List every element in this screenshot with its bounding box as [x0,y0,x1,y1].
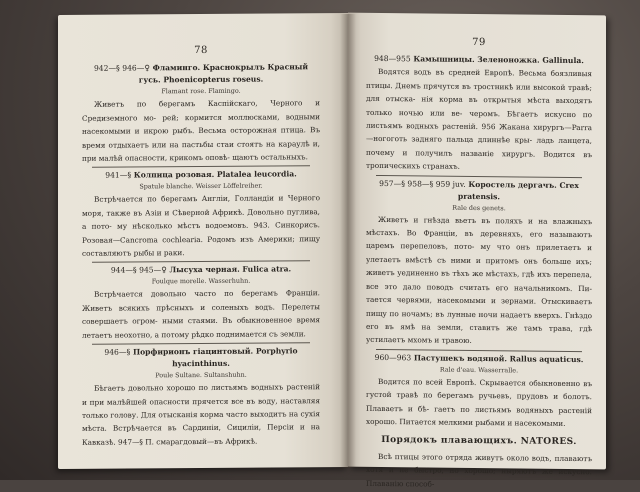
entry-number: 948—955 [374,54,411,64]
entry-text [82,97,320,166]
text-line: Днемъ прячутся въ тростникѣ или высокой травѣ; для отыска- [366,80,593,104]
entry-number: 944—§ 945—♀ [110,265,167,276]
left-page [58,13,348,469]
entry-subtitle: Flamant rose. Flamingo. [161,87,241,96]
page-number: 78 [194,44,208,57]
text-line: Весьма осторожная птица. Въ время отдыхаетъ или на пастьбы [82,125,321,150]
entry-heading [366,352,592,366]
text-line: стаи стоятъ на караулѣ и, при малѣй опасности, крикомъ оповѣ- [82,138,320,163]
entry-heading [82,169,320,183]
text-line: Бѣгаетъ довольно хорошо по листьямъ водныхъ растеній и [82,382,320,407]
text-line: рѣдко поднимается съ земли. [191,328,306,339]
divider [92,261,310,264]
entry [82,264,320,342]
page-number: 79 [472,36,486,49]
text-line: Встрѣчается по берегамъ Англіи, Голландіи и Черного моря, [82,193,320,218]
entry-subtitle: Spatule blanche. Weisser Löffelreiher. [139,182,263,191]
entry-text [366,375,592,431]
text-line: тается червями, насекомыми и зернами. Отыскиваетъ пищу по [366,294,592,318]
text-line: тропическихъ странахъ. [366,161,460,172]
entry-text [366,65,592,175]
text-line: нія корма въ открытыя мѣста выходятъ только ночью или ве- [366,94,592,118]
entry-title: Порфирионъ гіацинтовый. Porphyrio hyacinthinus. [132,346,298,369]
text-line: 943. Синкорисъ. Розовая—Cancroma cochlearia. Родомъ [82,220,320,245]
text-line: Жакана хирургъ—Parra—ногоготь задняго пальца длиннѣе кры- [366,122,592,146]
entry [366,53,592,175]
text-line: мѣста. Встрѣчается въ Сардиніи, Сициліи, Персіи и на Кавказѣ. [82,422,320,447]
text-line: Всѣ птицы этого отряда живутъ около водъ, плаваютъ хотя [366,451,592,475]
text-line: всякихъ прѣсныхъ и соленыхъ водъ. Перелеты совершаетъ огром- [82,302,320,327]
text-line: рей; кормится моллюсками, водными насекомыми и икрою рыбъ. [82,111,320,137]
entry-title: Колпица розовая. Platalea leucordia. [133,169,297,180]
right-page-content [366,35,592,492]
entry-title: Лысуха черная. Fulica atra. [169,264,292,275]
text-line: черомъ. Бѣгаетъ искусно по листьямъ водныхъ растеній. 956 [366,108,593,132]
text-line: ладь ланцета, почему и получилъ названіе хирургъ. Водится въ [366,136,592,160]
text-line: щаютъ остальныхъ. [232,152,308,162]
divider [92,166,310,169]
text-line: изъ Америки; пищу составляютъ рыбы и раки. [82,233,320,258]
right-page [348,13,606,489]
entry-number: 941—§ [105,170,132,181]
text-line: Франціи, въ деревняхъ, его называютъ царемъ перепеловъ, пото- [366,228,592,252]
entry-subtitle: Foulque morelle. Wasserhuhn. [151,277,251,286]
text-line: также въ Азіи и Сѣверной Африкѣ. Довольно пуглива, а пото- [82,207,320,232]
entry-text [82,287,320,342]
order-text [366,450,592,492]
entry-title: Коростель дергачъ. Crex pratensis. [457,179,579,201]
text-line: и не быстро, но хорошо; ныряютъ же искусно. Плаванію способ- [366,465,592,489]
text-line: при малѣйшей опасности прячется все въ воду, наставляя только [82,395,320,420]
entry-subtitle: Rale des genets. [452,203,506,212]
text-line: Живетъ по берегамъ Каспійскаго, Черного и Средиземного мо- [82,98,320,123]
text-line: рыбами и насекомыми. [475,417,566,428]
entry [82,169,320,261]
entry-number: 946—§ [104,347,131,357]
entry-heading [82,264,320,278]
entry-heading [366,177,592,203]
text-line: голову. Для отысканія корма часто выходитъ на сухія [110,409,320,420]
book-spine-shadow [340,14,356,468]
text-line: травѣ по берегамъ ручьевъ, прудовъ и болотъ. Плаваетъ и бѣ- [366,390,592,414]
entry-subtitle: Poule Sultane. Sultanshuhn. [155,370,247,380]
entry-text [82,380,320,449]
text-line: Встрѣчается довольно часто по берегамъ Франціи. Живетъ [82,288,320,313]
text-line: Живетъ и гнѣзда вьетъ въ поляхъ и на влажныхъ мѣстахъ. Во [366,214,592,238]
text-line: 947—§ П. смарагдовый—въ Африкѣ. [118,436,258,447]
text-line: му нѣсколько мѣстъ водоемовъ. [117,220,249,231]
order-title: Порядокъ плавающихъ. NATORES. [381,435,577,448]
entry-number: 960—963 [374,352,412,363]
text-line: Водится по всей Европѣ. Скрывается обыкновенно въ густой [366,376,592,400]
entry-heading [82,345,320,371]
text-line: ночамъ; въ лунные ночи надаетъ вверхъ. Гнѣздо его въ ямѣ [366,308,592,332]
text-line: на земли, ставитъ же тамъ трава, гдѣ устилаетъ мхомъ и травою. [366,322,592,346]
entry [82,345,320,449]
text-line: онъ больше ихъ; живетъ уединенно въ тѣхъ же мѣстахъ, гдѣ ихъ [366,256,592,280]
open-book [58,14,606,489]
entry-number: 942—§ 946—♀ [93,63,150,74]
text-line: Водятся водъ въ средней Европѣ. Весьма боязливыя птицы. [366,67,592,90]
entry-text [366,212,592,348]
entry [82,62,320,166]
entry-title: Камышницы. Зеленоножка. Gallinula. [413,54,584,66]
entry-number: 957—§ 958—§ 959 juv. [379,178,466,189]
divider [92,342,310,345]
text-line: ными стаями. Въ обыкновенное время летаетъ неохотно, а потому [82,315,320,340]
text-line: гаетъ по листьямъ водяныхъ растеній хорошо. Питается мелкими [366,404,592,427]
entry-heading [82,62,320,88]
entry-title: Фламинго. Краснокрылъ Красный гусь. Phoenicopterus roseus. [138,62,309,85]
left-page-content [82,43,320,449]
entry [366,177,592,348]
text-line: му что онъ прилетаетъ и улетаетъ вмѣстѣ съ ними и притомъ [366,242,593,266]
entry-title: Пастушекъ водяной. Rallus aquaticus. [413,353,584,364]
entry-text [82,192,320,261]
entry-subtitle: Rale d'eau. Wasserralle. [439,365,519,375]
text-line: перепела, все это дало поводъ считать его начальникомъ. Пи- [366,270,592,293]
entry [366,352,592,431]
